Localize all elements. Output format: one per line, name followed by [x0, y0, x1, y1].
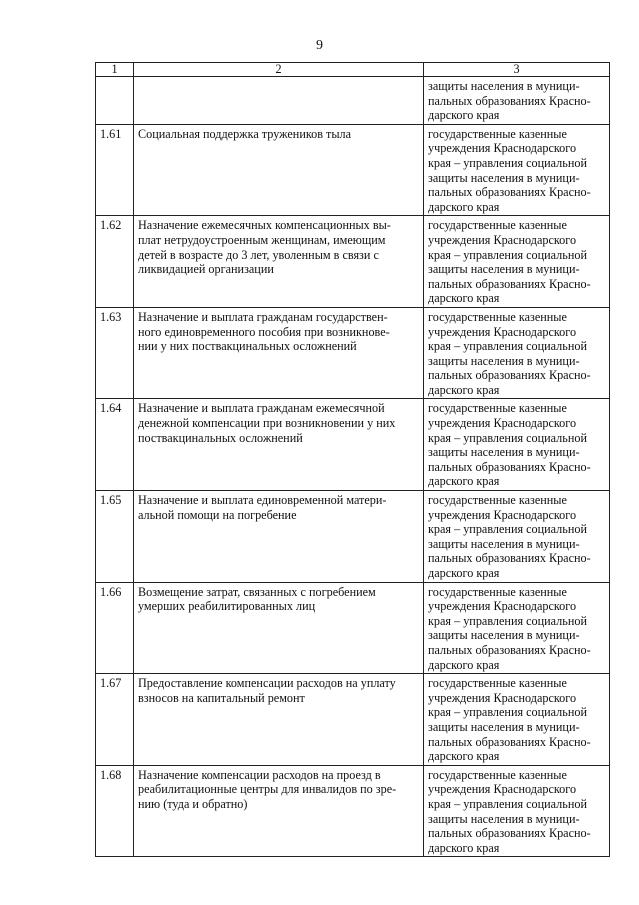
- row-description: Предоставление компенсации расходов на уплату взносов на капитальный ремонт: [134, 674, 424, 766]
- table-row: [96, 491, 610, 583]
- column-header-1: 1: [96, 63, 134, 77]
- table-row: [96, 124, 610, 216]
- services-table: [95, 62, 610, 857]
- table-row: [96, 674, 610, 766]
- table-row: [96, 216, 610, 308]
- row-number: 1.65: [96, 491, 134, 583]
- row-organization: государственные казенные учреждения Краснодарского края – управления социальной защиты населения в муници- пальных образованиях Красно- дарского края: [424, 674, 610, 766]
- column-header-3: 3: [424, 63, 610, 77]
- table-row: [96, 765, 610, 857]
- row-description: Назначение и выплата гражданам государствен- ного единовременного пособия при возникнове- нии у них поствакцинальных осложнений: [134, 307, 424, 399]
- row-number: 1.64: [96, 399, 134, 491]
- row-organization: государственные казенные учреждения Краснодарского края – управления социальной защиты населения в муници- пальных образованиях Красно- дарского края: [424, 399, 610, 491]
- row-number: [96, 77, 134, 125]
- row-description: Возмещение затрат, связанных с погребением умерших реабилитированных лиц: [134, 582, 424, 674]
- column-header-2: 2: [134, 63, 424, 77]
- row-number: 1.62: [96, 216, 134, 308]
- row-organization: защиты населения в муници- пальных образованиях Красно- дарского края: [424, 77, 610, 125]
- row-number: 1.63: [96, 307, 134, 399]
- row-organization: государственные казенные учреждения Краснодарского края – управления социальной защиты населения в муници- пальных образованиях Красно- дарского края: [424, 765, 610, 857]
- row-organization: государственные казенные учреждения Краснодарского края – управления социальной защиты населения в муници- пальных образованиях Красно- дарского края: [424, 307, 610, 399]
- row-organization: государственные казенные учреждения Краснодарского края – управления социальной защиты населения в муници- пальных образованиях Красно- дарского края: [424, 582, 610, 674]
- row-description: Назначение и выплата гражданам ежемесячной денежной компенсации при возникновении у них поствакцинальных осложнений: [134, 399, 424, 491]
- row-number: 1.61: [96, 124, 134, 216]
- page-number: 9: [316, 38, 323, 53]
- row-number: 1.67: [96, 674, 134, 766]
- row-organization: государственные казенные учреждения Краснодарского края – управления социальной защиты населения в муници- пальных образованиях Красно- дарского края: [424, 124, 610, 216]
- table-row: [96, 582, 610, 674]
- row-organization: государственные казенные учреждения Краснодарского края – управления социальной защиты населения в муници- пальных образованиях Красно- дарского края: [424, 216, 610, 308]
- row-description: Назначение ежемесячных компенсационных вы- плат нетрудоустроенным женщинам, имеющим детей в возрасте до 3 лет, уволенным в связи с ликвидацией организации: [134, 216, 424, 308]
- row-number: 1.66: [96, 582, 134, 674]
- row-organization: государственные казенные учреждения Краснодарского края – управления социальной защиты населения в муници- пальных образованиях Красно- дарского края: [424, 491, 610, 583]
- table-row: [96, 399, 610, 491]
- row-description: Назначение и выплата единовременной матери- альной помощи на погребение: [134, 491, 424, 583]
- table-row: [96, 307, 610, 399]
- row-description: Социальная поддержка тружеников тыла: [134, 124, 424, 216]
- table-header-row: [96, 63, 610, 77]
- row-description: Назначение компенсации расходов на проезд в реабилитационные центры для инвалидов по зре- нию (туда и обратно): [134, 765, 424, 857]
- row-description: [134, 77, 424, 125]
- row-number: 1.68: [96, 765, 134, 857]
- table-row-continuation: [96, 77, 610, 125]
